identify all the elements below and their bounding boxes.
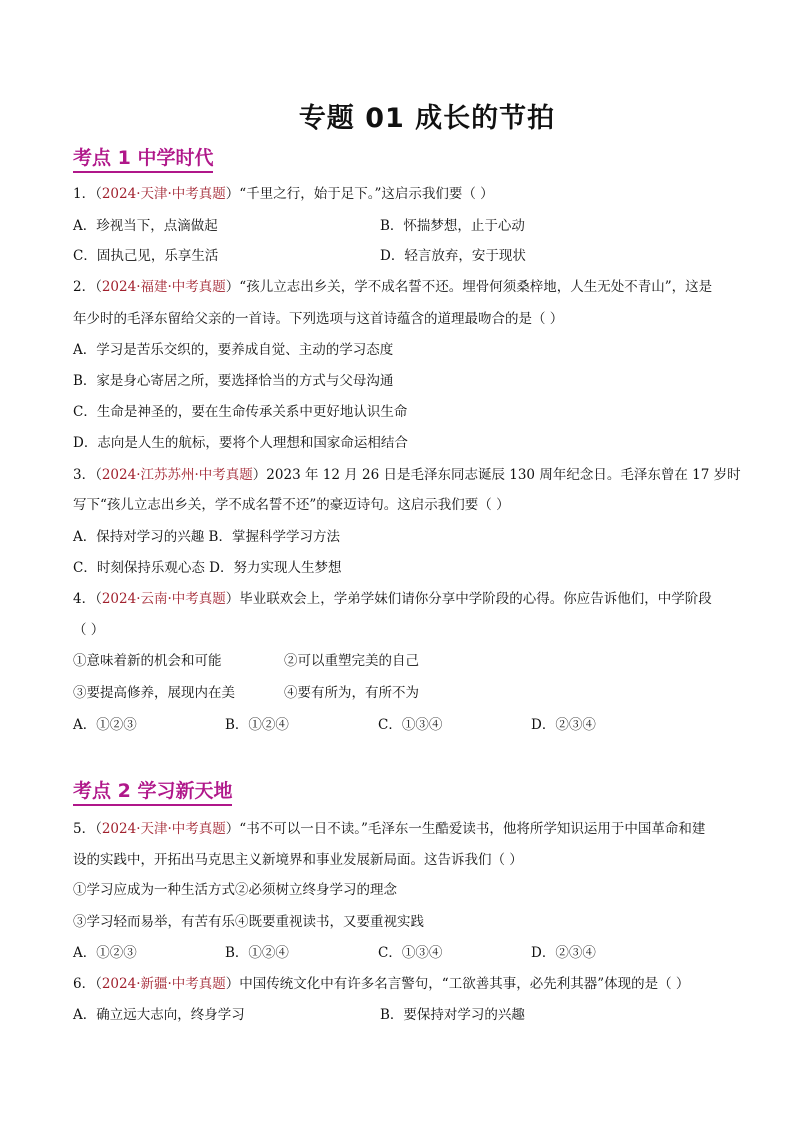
- question-5-stem-cont: 设的实践中，开拓出马克思主义新境界和事业发展新局面。这告诉我们（ ）: [73, 852, 523, 868]
- section-heading-2: 考点 2 学习新天地: [73, 779, 232, 806]
- question-3-stem-cont: 写下“孩儿立志出乡关，学不成名誓不还”的豪迈诗句。这启示我们要（ ）: [73, 497, 510, 513]
- question-4-item-2: ②可以重塑完美的自己: [284, 653, 419, 669]
- question-1-option-b: B．怀揣梦想，止于心动: [380, 218, 525, 234]
- question-source: 2024·天津·中考真题: [101, 186, 226, 202]
- question-number: 5．（: [73, 821, 102, 837]
- page-title: 专题 01 成长的节拍: [298, 103, 556, 134]
- question-3-options-ab: A．保持对学习的兴趣 B．掌握科学学习方法: [73, 529, 340, 545]
- question-3-options-cd: C．时刻保持乐观心态 D．努力实现人生梦想: [73, 560, 342, 576]
- question-source: 2024·江苏苏州·中考真题: [101, 467, 253, 483]
- question-text: ）中国传统文化中有许多名言警句，“工欲善其事，必先利其器”体现的是（ ）: [225, 976, 690, 992]
- question-number: 2．（: [73, 279, 102, 295]
- question-4-option-c: C．①③④: [378, 717, 443, 733]
- question-4-item-3: ③要提高修养，展现内在美: [73, 685, 235, 701]
- question-2-option-b: B．家是身心寄居之所，要选择恰当的方式与父母沟通: [73, 373, 394, 389]
- question-5-stem: [73, 820, 705, 838]
- question-4-item-1: ①意味着新的机会和可能: [73, 653, 222, 669]
- question-1-option-d: D．轻言放弃，安于现状: [380, 248, 526, 264]
- question-1-stem: [73, 185, 494, 203]
- question-number: 1．（: [73, 186, 102, 202]
- question-4-option-a: A．①②③: [73, 717, 137, 733]
- question-2-stem-cont: 年少时的毛泽东留给父亲的一首诗。下列选项与这首诗蕴含的道理最吻合的是（ ）: [73, 311, 564, 327]
- question-4-option-b: B．①②④: [225, 717, 289, 733]
- question-6-stem: [73, 975, 689, 993]
- question-5-items-line-2: ③学习轻而易举，有苦有乐④既要重视读书，又要重视实践: [73, 914, 424, 930]
- question-4-stem: [73, 590, 712, 608]
- question-source: 2024·天津·中考真题: [101, 821, 226, 837]
- question-source: 2024·福建·中考真题: [101, 279, 226, 295]
- question-number: 6．（: [73, 976, 102, 992]
- question-5-items-line-1: ①学习应成为一种生活方式②必须树立终身学习的理念: [73, 882, 397, 898]
- question-4-item-4: ④要有所为，有所不为: [284, 685, 419, 701]
- question-5-option-d: D．②③④: [531, 945, 596, 961]
- question-number: 3．（: [73, 467, 102, 483]
- question-5-option-a: A．①②③: [73, 945, 137, 961]
- question-text: ）2023 年 12 月 26 日是毛泽东同志诞辰 130 周年纪念日。毛泽东曾在 17 岁时: [252, 467, 741, 483]
- question-2-option-c: C．生命是神圣的，要在生命传承关系中更好地认识生命: [73, 404, 408, 420]
- question-number: 4．（: [73, 591, 102, 607]
- question-2-option-a: A．学习是苦乐交织的，要养成自觉、主动的学习态度: [73, 342, 394, 358]
- question-1-option-c: C．固执己见，乐享生活: [73, 248, 219, 264]
- question-5-option-b: B．①②④: [225, 945, 289, 961]
- question-2-option-d: D．志向是人生的航标，要将个人理想和国家命运相结合: [73, 435, 408, 451]
- question-text: ）“书不可以一日不读。”毛泽东一生酷爱读书，他将所学知识运用于中国革命和建: [225, 821, 706, 837]
- question-2-stem: [73, 278, 712, 296]
- question-text: ）“孩儿立志出乡关，学不成名誓不还。埋骨何须桑梓地，人生无处不青山”，这是: [225, 279, 713, 295]
- question-6-option-b: B．要保持对学习的兴趣: [380, 1007, 525, 1023]
- question-3-stem: [73, 466, 741, 484]
- question-source: 2024·新疆·中考真题: [101, 976, 226, 992]
- section-heading-1: 考点 1 中学时代: [73, 146, 213, 173]
- question-text: ）“千里之行，始于足下。”这启示我们要（ ）: [225, 186, 494, 202]
- question-6-option-a: A．确立远大志向，终身学习: [73, 1007, 245, 1023]
- question-5-option-c: C．①③④: [378, 945, 443, 961]
- question-4-option-d: D．②③④: [531, 717, 596, 733]
- question-source: 2024·云南·中考真题: [101, 591, 226, 607]
- question-1-option-a: A．珍视当下，点滴做起: [73, 218, 218, 234]
- question-text: ）毕业联欢会上，学弟学妹们请你分享中学阶段的心得。你应告诉他们，中学阶段: [225, 591, 712, 607]
- question-4-stem-cont: （ ）: [73, 622, 105, 638]
